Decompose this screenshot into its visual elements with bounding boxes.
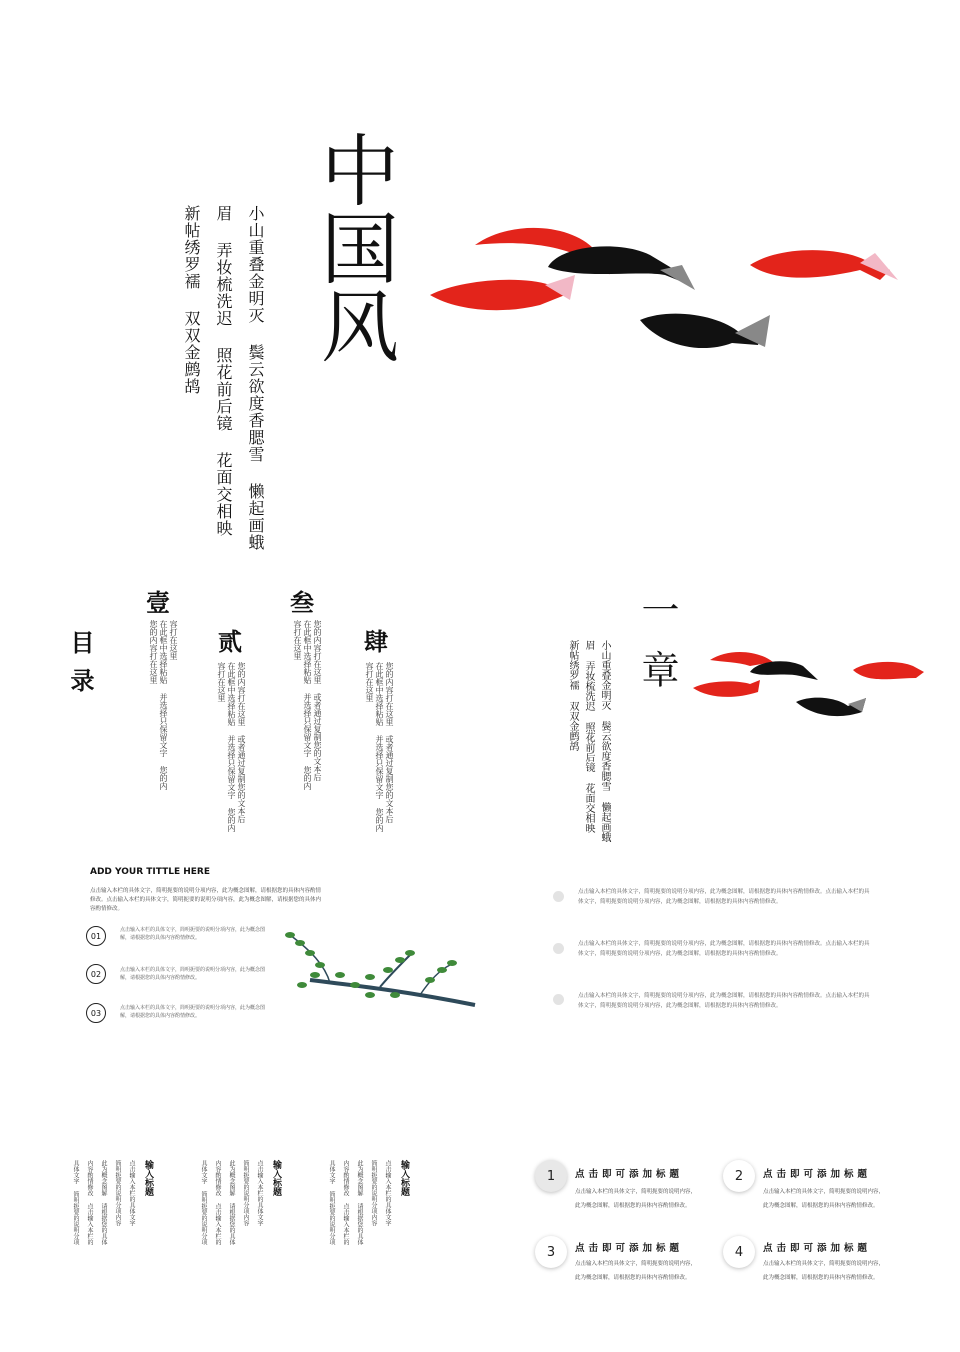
cover-poem-line-1: 小山重叠金明灭 鬓云欲度香腮雪 懒起画蛾 — [246, 205, 265, 551]
slide7-col2-line-2: 简明扼要的说明分项内容 — [242, 1160, 249, 1226]
step-number-3: 3 — [535, 1236, 567, 1268]
cover-poem-line-3: 新帖绣罗襦 双双金鹧鸪 — [182, 205, 201, 395]
slide8-item4-line-2: 此为概念图解，请根据您的具体内容酌情修改。 — [763, 1275, 879, 1281]
slide6-text-2: 点击输入本栏的具体文字，简明扼要的说明分项内容，此为概念图解，请根据您的具体内容酌情修改。点击输入本栏的具体文字，简明扼要的说明分项内容，此为概念图解，请根据您的具体内容酌情修改。 — [578, 941, 870, 957]
step-circle-03: 03 — [86, 1003, 106, 1023]
toc-num-3: 叁 — [290, 589, 314, 617]
step-text-02: 点击输入本栏的具体文字，简明扼要的说明分项内容，此为概念图解，请根据您的具体内容酌情修改。 — [120, 967, 266, 981]
cover-title: 中国风 — [308, 130, 398, 364]
step-number-4: 4 — [723, 1236, 755, 1268]
slide6-text-3: 点击输入本栏的具体文字，简明扼要的说明分项内容，此为概念图解，请根据您的具体内容酌情修改。点击输入本栏的具体文字，简明扼要的说明分项内容，此为概念图解，请根据您的具体内容酌情修改。 — [578, 993, 870, 1009]
step-number-1: 1 — [535, 1160, 567, 1192]
slide7-col1-line-5: 具体文字 简明扼要的说明分项 — [72, 1160, 79, 1245]
toc-num-4: 肆 — [364, 628, 388, 656]
slide8-item1-title: 点击即可添加标题 — [575, 1169, 684, 1180]
slide7-col3-line-4: 内容酌情修改 点击输入本栏的 — [342, 1160, 349, 1245]
slide8-item3-line-2: 此为概念图解，请根据您的具体内容酌情修改。 — [575, 1275, 691, 1281]
slide8-item4-text — [763, 1257, 933, 1285]
slide7-col1-heading: 输入标题 — [143, 1160, 153, 1196]
chapter-poem-line-1: 小山重叠金明灭 鬓云欲度香腮雪 懒起画蛾 — [599, 640, 610, 842]
chapter-poem-line-3: 新帖绣罗襦 双双金鹧鸪 — [567, 640, 578, 751]
slide7-col2-line-5: 具体文字 简明扼要的说明分项 — [200, 1160, 207, 1245]
tree-branch-illustration — [270, 925, 480, 1020]
slide8-item3-text — [575, 1257, 745, 1285]
slide7-col2-line-3: 此为概念图解 请根据您的具体 — [228, 1160, 235, 1245]
slide7-col3-line-1: 点击输入本栏的具体文字 — [384, 1160, 391, 1226]
slide5-description: 点击输入本栏的具体文字，简明扼要的说明分项内容，此为概念图解，请根据您的具体内容酌情修改。点击输入本栏的具体文字，简明扼要的说明分项内容，此为概念图解，请根据您的具体内容酌情修改。 — [90, 888, 322, 912]
koi-fish-illustration — [420, 215, 900, 365]
slide7-col2-line-1: 点击输入本栏的具体文字 — [256, 1160, 263, 1226]
slide8-item2-text — [763, 1185, 933, 1213]
step-circle-01: 01 — [86, 926, 106, 946]
slide5-title: ADD YOUR TITTLE HERE — [90, 867, 211, 877]
slide7-col1-line-3: 此为概念图解 请根据您的具体 — [100, 1160, 107, 1245]
slide8-item3-title: 点击即可添加标题 — [575, 1243, 684, 1254]
step-text-03: 点击输入本栏的具体文字，简明扼要的说明分项内容，此为概念图解，请根据您的具体内容酌情修改。 — [120, 1005, 266, 1019]
toc-item-1-line-1: 您的内容打在这里 — [149, 620, 158, 684]
chapter-poem-line-2: 眉 弄妆梳洗迟 照花前后镜 花面交相映 — [583, 640, 594, 833]
slide8-item1-text — [575, 1185, 745, 1213]
slide7-col3-line-2: 简明扼要的说明分项内容 — [370, 1160, 377, 1226]
toc-num-2: 贰 — [218, 628, 242, 656]
bullet-dot-2 — [553, 943, 564, 954]
step-number-2: 2 — [723, 1160, 755, 1192]
toc-item-2-line-3: 容打在这里 — [217, 662, 226, 702]
slide7-col3-heading: 输入标题 — [399, 1160, 409, 1196]
step-text-01: 点击输入本栏的具体文字，简明扼要的说明分项内容，此为概念图解，请根据您的具体内容酌情修改。 — [120, 927, 266, 941]
slide7-col3-line-5: 具体文字 简明扼要的说明分项 — [328, 1160, 335, 1245]
toc-heading: 目录 — [66, 630, 94, 706]
toc-item-1-line-2: 在此框中选择粘贴 并选择只保留文字 您的内 — [159, 620, 168, 790]
toc-item-2-line-1: 您的内容打在这里 或者通过复制您的文本后 — [237, 662, 246, 823]
slide8-item3-line-1: 点击输入本栏的具体文字，简明扼要的说明内容， — [575, 1261, 697, 1267]
slide7-col3-line-3: 此为概念图解 请根据您的具体 — [356, 1160, 363, 1245]
koi-fish-small-illustration — [688, 640, 928, 720]
slide6-text-1: 点击输入本栏的具体文字，简明扼要的说明分项内容，此为概念图解，请根据您的具体内容酌情修改。点击输入本栏的具体文字，简明扼要的说明分项内容，此为概念图解，请根据您的具体内容酌情修改。 — [578, 889, 870, 905]
bullet-dot-1 — [553, 891, 564, 902]
chapter-title: 一章 — [635, 590, 679, 710]
slide8-item1-line-1: 点击输入本栏的具体文字，简明扼要的说明内容， — [575, 1189, 697, 1195]
slide8-item1-line-2: 此为概念图解，请根据您的具体内容酌情修改。 — [575, 1203, 691, 1209]
slide7-col2-line-4: 内容酌情修改 点击输入本栏的 — [214, 1160, 221, 1245]
bullet-dot-3 — [553, 994, 564, 1005]
cover-poem-line-2: 眉 弄妆梳洗迟 照花前后镜 花面交相映 — [214, 205, 233, 537]
slide7-col1-line-4: 内容酌情修改 点击输入本栏的 — [86, 1160, 93, 1245]
slide8-item2-title: 点击即可添加标题 — [763, 1169, 872, 1180]
toc-num-1: 壹 — [146, 589, 170, 617]
toc-item-3-line-2: 在此框中选择粘贴 并选择只保留文字 您的内 — [303, 620, 312, 790]
step-circle-02: 02 — [86, 964, 106, 984]
slide8-item4-line-1: 点击输入本栏的具体文字，简明扼要的说明内容， — [763, 1261, 885, 1267]
toc-item-3-line-1: 您的内容打在这里 或者通过复制您的文本后 — [313, 620, 322, 781]
toc-item-3-line-3: 容打在这里 — [293, 620, 302, 660]
slide8-item4-title: 点击即可添加标题 — [763, 1243, 872, 1254]
slide8-item2-line-2: 此为概念图解，请根据您的具体内容酌情修改。 — [763, 1203, 879, 1209]
toc-item-1-line-3: 容打在这里 — [169, 620, 178, 660]
slide7-col2-heading: 输入标题 — [271, 1160, 281, 1196]
slide7-col1-line-1: 点击输入本栏的具体文字 — [128, 1160, 135, 1226]
toc-item-4-line-1: 您的内容打在这里 或者通过复制您的文本后 — [385, 662, 394, 823]
slide8-item2-line-1: 点击输入本栏的具体文字，简明扼要的说明内容， — [763, 1189, 885, 1195]
toc-item-2-line-2: 在此框中选择粘贴 并选择只保留文字 您的内 — [227, 662, 236, 832]
slide7-col1-line-2: 简明扼要的说明分项内容 — [114, 1160, 121, 1226]
toc-item-4-line-3: 容打在这里 — [365, 662, 374, 702]
toc-item-4-line-2: 在此框中选择粘贴 并选择只保留文字 您的内 — [375, 662, 384, 832]
